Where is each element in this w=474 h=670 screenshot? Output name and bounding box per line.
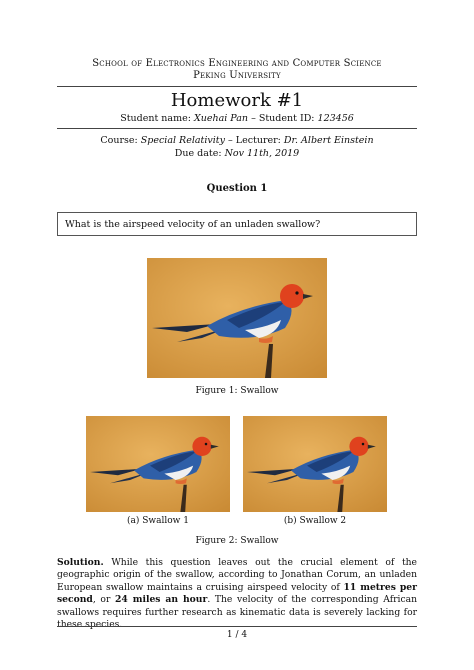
question-box	[57, 212, 417, 236]
school-header: School of Electronics Engineering and Computer Science	[92, 58, 382, 69]
due-date: Nov 11th, 2019	[224, 148, 300, 159]
figure1-caption: Figure 1: Swallow	[195, 386, 279, 396]
course-label: Course:	[100, 135, 141, 146]
question-text: What is the airspeed velocity of an unladen swallow?	[65, 219, 321, 230]
student-name-label: Student name:	[120, 113, 194, 124]
header-rule-top	[57, 86, 417, 87]
student-line	[0, 113, 474, 124]
solution-bold-speed-metric: 11 metres per second	[57, 581, 417, 606]
page-title: Homework #1	[170, 90, 304, 111]
header-rule-bottom	[57, 128, 417, 129]
footer-rule	[57, 626, 417, 627]
due-line	[0, 148, 474, 159]
lecturer-label: – Lecturer:	[224, 135, 284, 146]
swallow-photo	[243, 416, 387, 512]
figure2-caption: Figure 2: Swallow	[195, 536, 279, 546]
student-id-label: – Student ID:	[248, 113, 318, 124]
page-number: 1 / 4	[226, 630, 248, 640]
university-header: Peking University	[193, 70, 281, 81]
student-name: Xuehai Pan	[193, 113, 249, 124]
lecturer-name: Dr. Albert Einstein	[283, 135, 374, 146]
solution-label: Solution.	[57, 557, 104, 568]
due-label: Due date:	[174, 148, 225, 159]
swallow-photo	[147, 258, 327, 378]
question-heading: Question 1	[206, 183, 268, 194]
solution-paragraph	[57, 557, 417, 631]
solution-bold-speed-imperial: 24 miles an hour	[115, 594, 208, 606]
student-id: 123456	[317, 113, 354, 124]
course-name: Special Relativity	[140, 135, 225, 146]
swallow-photo	[86, 416, 230, 512]
course-line	[0, 135, 474, 146]
solution-text-1: While this question leaves out the crucial element of the geographic origin of the swallow, according to Jonathan Corum, an unladen European swallow maintains a cruising airspeed velocity of	[57, 557, 417, 593]
subfigure-a-caption: (a) Swallow 1	[127, 516, 189, 526]
solution-text-2: , or	[92, 594, 116, 606]
subfigure-b-caption: (b) Swallow 2	[283, 516, 347, 526]
solution-text-3: . The velocity of the corresponding African swallows requires further research as kinematic data is severely lacking for these species.	[57, 594, 418, 631]
